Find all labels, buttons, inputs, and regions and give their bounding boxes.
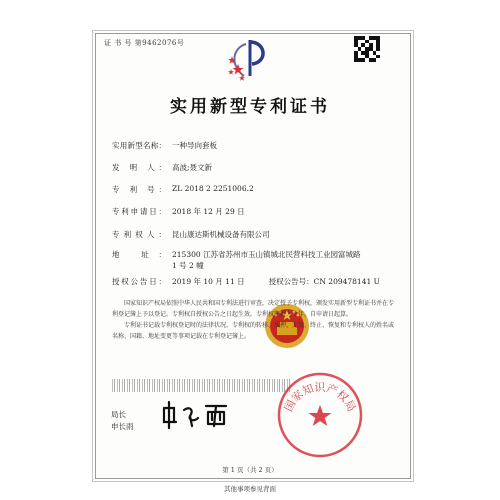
field-grant-date — [112, 276, 380, 287]
field-label: 专利权人： — [112, 230, 166, 239]
qr-module — [376, 58, 380, 62]
cnipa-logo-icon — [222, 36, 276, 86]
director-name: 申长雨 — [111, 422, 134, 431]
field-label: 发 明 人： — [112, 163, 166, 172]
director-title: 局长 — [111, 410, 126, 419]
document-title: 实用新型专利证书 — [170, 97, 330, 117]
field-value: ZL 2018 2 2251006.2 — [172, 184, 254, 193]
field-label: 专 利 号： — [112, 185, 166, 194]
body-paragraph: 专利证书记载专利权登记时的法律状况。专利权的转移、质押、无效、终止、恢复和专利权人的姓名或名称、国籍、地址变更等事项记载在专利登记簿上。 — [112, 322, 395, 340]
field-value: 一种导向套板 — [172, 141, 217, 150]
body-paragraph: 国家知识产权局依照中华人民共和国专利法进行审查，决定授予专利权，颁发实用新型专利证书并在专利登记簿上予以登记。专利权自授权公告之日起生效。专利权期限为十年，自申请日起算。 — [112, 300, 395, 318]
field-value: 高波;聂文新 — [172, 163, 213, 172]
field-application-date — [112, 206, 245, 217]
field-grant-publication-number: 授权公告号：CN 209478141 U — [268, 277, 380, 286]
field-label: 专利申请日： — [112, 207, 166, 216]
field-inventor — [112, 162, 212, 173]
qr-code-icon — [354, 36, 380, 62]
page-number: 第 1 页（共 2 页） — [222, 466, 278, 474]
field-patent-number — [112, 184, 254, 195]
seal-text: 国家知识产权局 — [281, 381, 359, 414]
signature-icon — [160, 400, 242, 430]
certificate-body — [112, 298, 394, 342]
field-value: 昆山康达斯机械设备有限公司 — [172, 230, 270, 239]
field-label: 授权公告日： — [112, 277, 166, 286]
field-value: 2019 年 10 月 11 日 — [172, 277, 245, 286]
official-seal-icon — [276, 371, 364, 459]
certificate-number: 证 书 号 第9462076号 — [104, 39, 185, 47]
field-patentee — [112, 229, 270, 240]
field-value: 2018 年 12 月 29 日 — [172, 207, 245, 216]
field-utility-model-name — [112, 140, 217, 151]
footer-note: 其他事项参见背面 — [224, 485, 276, 493]
field-label: 实用新型名称： — [112, 141, 166, 150]
field-value: 215300 江苏省苏州市玉山镇城北民营科技工业园富城路 1 号 2 幢 — [172, 250, 361, 270]
barcode-strip — [112, 379, 292, 392]
field-label: 地 址： — [112, 250, 166, 259]
field-address — [112, 249, 362, 271]
